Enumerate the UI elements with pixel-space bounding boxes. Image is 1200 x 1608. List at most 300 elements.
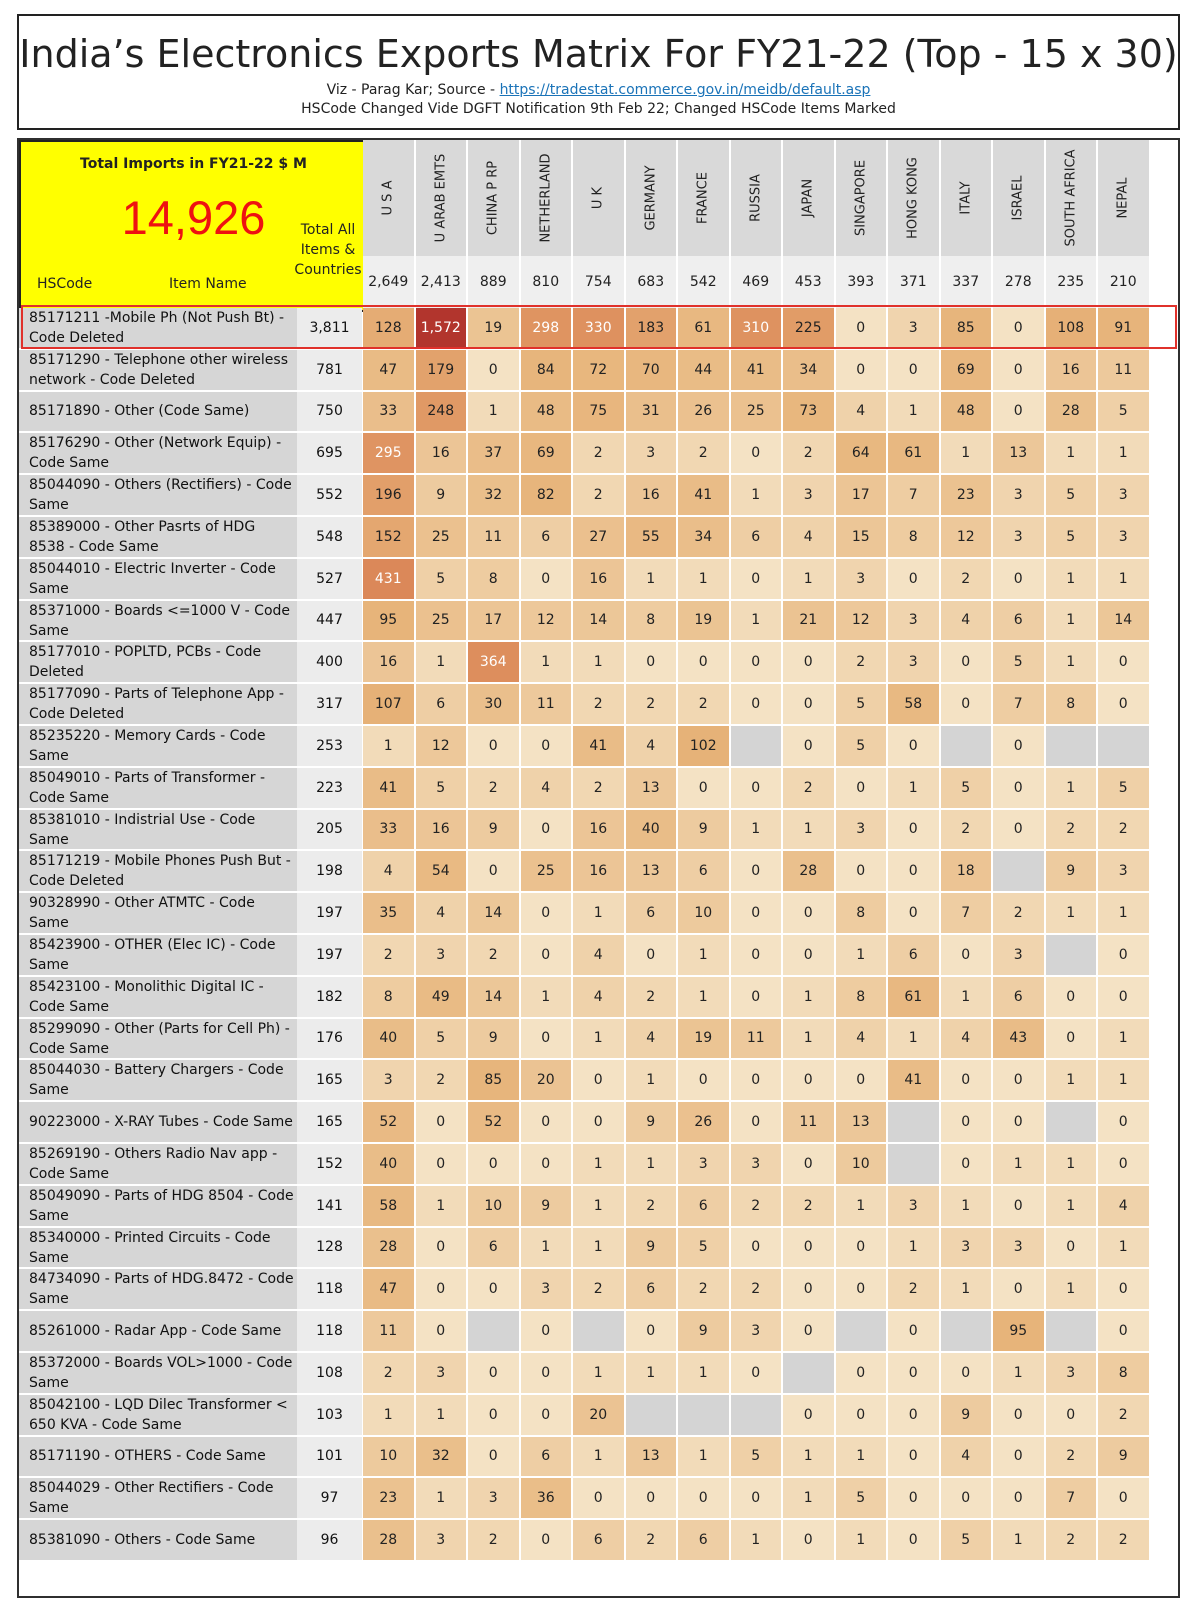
country-label: FRANCE (695, 172, 711, 224)
row-total: 108 (297, 1353, 362, 1393)
heatmap-cell: 1 (1046, 642, 1097, 682)
heatmap-cell: 0 (941, 1353, 992, 1393)
heatmap-cell: 2 (1046, 810, 1097, 850)
heatmap-cell: 2 (626, 684, 677, 724)
heatmap-cell: 0 (888, 559, 939, 599)
heatmap-cell: 35 (363, 893, 414, 933)
heatmap-cell: 2 (573, 1269, 624, 1309)
country-header (836, 140, 887, 256)
heatmap-cell: 0 (521, 1395, 572, 1435)
country-total: 810 (521, 256, 572, 308)
heatmap-cell-empty (941, 726, 992, 766)
heatmap-cell: 1 (626, 1353, 677, 1393)
heatmap-cell: 0 (1098, 642, 1149, 682)
heatmap-cell: 13 (993, 433, 1044, 473)
heatmap-cell: 1 (1046, 1060, 1097, 1100)
row-total: 101 (297, 1437, 362, 1477)
heatmap-cell: 8 (1046, 684, 1097, 724)
heatmap-cell: 0 (1098, 1478, 1149, 1518)
heatmap-cell: 6 (678, 1520, 729, 1560)
heatmap-cell: 2 (626, 1520, 677, 1560)
matrix-row (19, 601, 1180, 641)
heatmap-cell: 102 (678, 726, 729, 766)
row-total: 118 (297, 1269, 362, 1309)
heatmap-cell: 0 (731, 1353, 782, 1393)
heatmap-cell: 0 (941, 1478, 992, 1518)
heatmap-cell: 183 (626, 308, 677, 348)
heatmap-cell: 8 (626, 601, 677, 641)
heatmap-cell: 16 (573, 810, 624, 850)
heatmap-cell: 41 (888, 1060, 939, 1100)
country-header (941, 140, 992, 256)
heatmap-cell: 0 (678, 1060, 729, 1100)
country-label: NEPAL (1115, 177, 1131, 219)
heatmap-cell: 0 (1098, 935, 1149, 975)
heatmap-cell: 0 (993, 1060, 1044, 1100)
country-header (888, 140, 939, 256)
heatmap-cell: 37 (468, 433, 519, 473)
heatmap-cell: 107 (363, 684, 414, 724)
heatmap-cell: 7 (1046, 1478, 1097, 1518)
heatmap-cell: 225 (783, 308, 834, 348)
heatmap-cell: 1 (993, 1144, 1044, 1184)
item-name-header: Item Name (169, 276, 247, 292)
heatmap-cell: 1 (1046, 559, 1097, 599)
heatmap-cell: 0 (993, 726, 1044, 766)
country-total: 754 (573, 256, 624, 308)
matrix-row (19, 1269, 1180, 1309)
heatmap-cell: 128 (363, 308, 414, 348)
total-column-header: Total All Items & Countries (294, 222, 362, 278)
country-total: 337 (941, 256, 992, 308)
heatmap-cell: 0 (731, 1060, 782, 1100)
heatmap-cell: 10 (836, 1144, 887, 1184)
country-label: GERMANY (643, 165, 659, 231)
heatmap-cell: 9 (678, 810, 729, 850)
heatmap-cell: 0 (626, 1478, 677, 1518)
heatmap-cell: 2 (1098, 1520, 1149, 1560)
heatmap-cell: 4 (836, 1019, 887, 1059)
heatmap-cell: 47 (363, 350, 414, 390)
heatmap-cell: 0 (888, 1478, 939, 1518)
matrix-row (19, 1395, 1180, 1435)
heatmap-cell: 1 (836, 1437, 887, 1477)
country-header (521, 140, 572, 256)
heatmap-cell: 1 (731, 810, 782, 850)
heatmap-cell: 20 (573, 1395, 624, 1435)
heatmap-cell: 0 (836, 1395, 887, 1435)
heatmap-cell: 1 (1098, 893, 1149, 933)
heatmap-cell: 16 (416, 810, 467, 850)
country-total: 2,649 (363, 256, 414, 308)
total-summary-value: 14,926 (121, 191, 266, 244)
matrix-row (19, 433, 1180, 473)
heatmap-cell: 40 (363, 1019, 414, 1059)
heatmap-cell: 3 (731, 1311, 782, 1351)
heatmap-cell: 0 (941, 684, 992, 724)
heatmap-cell: 61 (678, 308, 729, 348)
heatmap-cell: 36 (521, 1478, 572, 1518)
row-item-label: 85044090 - Others (Rectifiers) - Code Same (19, 475, 297, 515)
heatmap-cell: 0 (521, 726, 572, 766)
country-total: 393 (836, 256, 887, 308)
heatmap-cell: 54 (416, 851, 467, 891)
heatmap-cell: 310 (731, 308, 782, 348)
row-item-label: 84734090 - Parts of HDG.8472 - Code Same (19, 1269, 297, 1309)
heatmap-cell: 4 (1098, 1186, 1149, 1226)
heatmap-cell: 1 (626, 559, 677, 599)
heatmap-cell: 1 (783, 810, 834, 850)
heatmap-cell: 3 (888, 1186, 939, 1226)
heatmap-cell: 3 (678, 1144, 729, 1184)
heatmap-cell: 14 (573, 601, 624, 641)
heatmap-cell: 1 (941, 1186, 992, 1226)
heatmap-cell-empty (1046, 935, 1097, 975)
heatmap-cell: 431 (363, 559, 414, 599)
heatmap-cell: 28 (783, 851, 834, 891)
heatmap-cell: 16 (573, 559, 624, 599)
heatmap-cell-empty (888, 1102, 939, 1142)
heatmap-cell: 9 (626, 1228, 677, 1268)
heatmap-cell: 2 (731, 1186, 782, 1226)
country-label: U K (590, 186, 606, 210)
matrix-row (19, 977, 1180, 1017)
heatmap-cell-empty (941, 1311, 992, 1351)
matrix-row (19, 768, 1180, 808)
heatmap-cell: 55 (626, 517, 677, 557)
source-link[interactable]: https://tradestat.commerce.gov.in/meidb/default.asp (499, 82, 871, 98)
heatmap-cell: 0 (416, 1144, 467, 1184)
heatmap-cell: 2 (783, 433, 834, 473)
heatmap-cell: 3 (521, 1269, 572, 1309)
heatmap-cell: 2 (573, 768, 624, 808)
heatmap-cell: 2 (993, 893, 1044, 933)
heatmap-cell: 2 (678, 1269, 729, 1309)
row-item-label: 90223000 - X-RAY Tubes - Code Same (19, 1102, 297, 1142)
heatmap-cell: 2 (1098, 1395, 1149, 1435)
heatmap-cell: 48 (521, 392, 572, 432)
heatmap-cell: 41 (678, 475, 729, 515)
heatmap-cell: 2 (626, 977, 677, 1017)
heatmap-cell: 0 (468, 350, 519, 390)
heatmap-cell: 12 (416, 726, 467, 766)
heatmap-cell: 1 (731, 1520, 782, 1560)
heatmap-cell: 364 (468, 642, 519, 682)
heatmap-cell: 8 (836, 977, 887, 1017)
heatmap-cell: 0 (416, 1228, 467, 1268)
heatmap-cell: 14 (468, 893, 519, 933)
heatmap-cell: 40 (626, 810, 677, 850)
heatmap-cell-empty (573, 1311, 624, 1351)
heatmap-cell: 1 (416, 642, 467, 682)
heatmap-cell: 0 (993, 1186, 1044, 1226)
heatmap-cell: 25 (416, 601, 467, 641)
matrix-row (19, 893, 1180, 933)
heatmap-cell: 2 (573, 684, 624, 724)
heatmap-cell: 41 (363, 768, 414, 808)
row-total: 128 (297, 1228, 362, 1268)
country-label: NETHERLAND (538, 153, 554, 243)
country-label: SOUTH AFRICA (1063, 149, 1079, 247)
heatmap-cell: 2 (573, 433, 624, 473)
heatmap-cell: 1 (416, 1395, 467, 1435)
country-header (468, 140, 519, 256)
heatmap-cell: 0 (626, 1311, 677, 1351)
heatmap-cell: 1 (1046, 768, 1097, 808)
heatmap-cell: 6 (678, 851, 729, 891)
heatmap-cell: 1 (416, 1186, 467, 1226)
matrix-row (19, 1228, 1180, 1268)
country-label: JAPAN (800, 178, 816, 218)
heatmap-cell: 0 (941, 1060, 992, 1100)
heatmap-cell: 0 (888, 1437, 939, 1477)
country-header (1046, 140, 1097, 256)
heatmap-cell: 16 (416, 433, 467, 473)
title-box (17, 14, 1180, 130)
heatmap-cell: 7 (888, 475, 939, 515)
heatmap-cell: 13 (626, 768, 677, 808)
heatmap-cell: 0 (1098, 1102, 1149, 1142)
heatmap-cell: 330 (573, 308, 624, 348)
row-item-label: 85372000 - Boards VOL>1000 - Code Same (19, 1353, 297, 1393)
row-total: 317 (297, 684, 362, 724)
heatmap-cell: 0 (521, 1353, 572, 1393)
heatmap-cell: 3 (1098, 851, 1149, 891)
heatmap-cell: 17 (836, 475, 887, 515)
heatmap-cell: 4 (521, 768, 572, 808)
heatmap-cell: 12 (521, 601, 572, 641)
heatmap-cell: 1 (573, 1228, 624, 1268)
heatmap-cell: 0 (468, 726, 519, 766)
heatmap-cell: 23 (941, 475, 992, 515)
heatmap-cell: 11 (783, 1102, 834, 1142)
row-total: 152 (297, 1144, 362, 1184)
heatmap-cell: 44 (678, 350, 729, 390)
heatmap-cell: 9 (521, 1186, 572, 1226)
heatmap-cell: 0 (993, 810, 1044, 850)
heatmap-cell: 0 (836, 851, 887, 891)
heatmap-cell: 11 (731, 1019, 782, 1059)
heatmap-cell: 11 (521, 684, 572, 724)
heatmap-cell: 0 (573, 1478, 624, 1518)
heatmap-cell: 0 (521, 1144, 572, 1184)
heatmap-cell: 2 (416, 1060, 467, 1100)
heatmap-cell: 3 (888, 601, 939, 641)
heatmap-cell: 0 (888, 1311, 939, 1351)
heatmap-cell: 5 (836, 1478, 887, 1518)
heatmap-cell: 2 (1098, 810, 1149, 850)
country-header (626, 140, 677, 256)
heatmap-cell: 0 (888, 350, 939, 390)
heatmap-cell: 0 (731, 433, 782, 473)
row-total: 198 (297, 851, 362, 891)
heatmap-cell: 5 (416, 768, 467, 808)
heatmap-cell: 26 (678, 392, 729, 432)
heatmap-cell: 9 (1046, 851, 1097, 891)
heatmap-cell: 1 (941, 433, 992, 473)
row-total: 96 (297, 1520, 362, 1560)
heatmap-cell: 19 (468, 308, 519, 348)
row-item-label: 85044030 - Battery Chargers - Code Same (19, 1060, 297, 1100)
country-total: 683 (626, 256, 677, 308)
heatmap-cell: 1 (888, 1019, 939, 1059)
heatmap-cell: 1 (678, 559, 729, 599)
heatmap-cell: 48 (941, 392, 992, 432)
heatmap-cell: 0 (888, 1395, 939, 1435)
row-total: 118 (297, 1311, 362, 1351)
country-label: U S A (380, 180, 396, 216)
row-item-label: 85340000 - Printed Circuits - Code Same (19, 1228, 297, 1268)
heatmap-cell: 15 (836, 517, 887, 557)
heatmap-cell: 0 (1098, 1269, 1149, 1309)
heatmap-cell: 9 (468, 810, 519, 850)
heatmap-cell: 49 (416, 977, 467, 1017)
heatmap-cell: 0 (731, 559, 782, 599)
heatmap-cell: 16 (363, 642, 414, 682)
heatmap-cell: 0 (1046, 1019, 1097, 1059)
country-header (573, 140, 624, 256)
heatmap-cell: 0 (783, 1520, 834, 1560)
heatmap-cell: 47 (363, 1269, 414, 1309)
heatmap-cell: 28 (363, 1520, 414, 1560)
heatmap-cell: 52 (363, 1102, 414, 1142)
heatmap-cell: 0 (941, 642, 992, 682)
row-total: 447 (297, 601, 362, 641)
heatmap-cell: 64 (836, 433, 887, 473)
heatmap-cell: 43 (993, 1019, 1044, 1059)
heatmap-cell: 17 (468, 601, 519, 641)
heatmap-cell: 0 (993, 1437, 1044, 1477)
heatmap-cell: 0 (888, 726, 939, 766)
matrix-row (19, 726, 1180, 766)
row-item-label: 85171290 - Telephone other wireless network - Code Deleted (19, 350, 297, 390)
heatmap-cell: 6 (678, 1186, 729, 1226)
heatmap-cell: 2 (888, 1269, 939, 1309)
heatmap-cell: 0 (1046, 1395, 1097, 1435)
heatmap-cell: 3 (1098, 475, 1149, 515)
heatmap-cell: 5 (731, 1437, 782, 1477)
matrix-row (19, 1478, 1180, 1518)
heatmap-cell-empty (731, 1395, 782, 1435)
heatmap-cell: 0 (836, 1060, 887, 1100)
heatmap-cell: 19 (678, 601, 729, 641)
heatmap-cell: 4 (573, 977, 624, 1017)
row-item-label: 85381010 - Indistrial Use - Code Same (19, 810, 297, 850)
heatmap-cell-empty (783, 1353, 834, 1393)
heatmap-cell: 0 (521, 1019, 572, 1059)
heatmap-cell: 0 (836, 1228, 887, 1268)
heatmap-cell: 1 (783, 559, 834, 599)
heatmap-cell: 0 (993, 1269, 1044, 1309)
heatmap-cell: 5 (836, 726, 887, 766)
heatmap-cell: 3 (888, 308, 939, 348)
heatmap-cell: 27 (573, 517, 624, 557)
heatmap-cell: 1 (1046, 1186, 1097, 1226)
heatmap-cell: 1 (1046, 1144, 1097, 1184)
country-label: RUSSIA (748, 174, 764, 222)
heatmap-cell: 10 (678, 893, 729, 933)
matrix-row (19, 1353, 1180, 1393)
heatmap-cell: 0 (731, 768, 782, 808)
heatmap-cell: 0 (993, 1478, 1044, 1518)
heatmap-cell: 5 (836, 684, 887, 724)
heatmap-cell-empty (678, 1395, 729, 1435)
heatmap-cell: 3 (363, 1060, 414, 1100)
heatmap-cell: 8 (836, 893, 887, 933)
heatmap-cell: 0 (521, 810, 572, 850)
row-total: 176 (297, 1019, 362, 1059)
heatmap-cell: 1 (521, 642, 572, 682)
country-total: 278 (993, 256, 1044, 308)
heatmap-cell: 25 (731, 392, 782, 432)
country-header (783, 140, 834, 256)
heatmap-cell: 0 (1046, 977, 1097, 1017)
heatmap-cell: 248 (416, 392, 467, 432)
heatmap-cell: 3 (993, 935, 1044, 975)
country-label: CHINA P RP (485, 160, 501, 236)
heatmap-cell: 2 (678, 684, 729, 724)
heatmap-cell: 0 (783, 1144, 834, 1184)
credit-text: Viz - Parag Kar; Source - (326, 82, 500, 98)
heatmap-cell: 1 (1098, 1228, 1149, 1268)
heatmap-cell-empty (888, 1144, 939, 1184)
heatmap-cell: 61 (888, 433, 939, 473)
heatmap-cell: 85 (941, 308, 992, 348)
heatmap-cell: 0 (783, 1228, 834, 1268)
heatmap-cell: 8 (363, 977, 414, 1017)
heatmap-cell: 1 (1098, 559, 1149, 599)
row-item-label: 85171219 - Mobile Phones Push But - Code Deleted (19, 851, 297, 891)
heatmap-cell: 23 (363, 1478, 414, 1518)
heatmap-cell: 4 (363, 851, 414, 891)
heatmap-cell: 2 (363, 935, 414, 975)
heatmap-cell: 0 (783, 1060, 834, 1100)
heatmap-cell: 1 (521, 977, 572, 1017)
matrix-row (19, 810, 1180, 850)
country-total: 889 (468, 256, 519, 308)
heatmap-cell: 28 (363, 1228, 414, 1268)
heatmap-cell: 298 (521, 308, 572, 348)
row-item-label: 85261000 - Radar App - Code Same (19, 1311, 297, 1351)
credit-line (19, 81, 1178, 100)
heatmap-cell: 1 (1046, 601, 1097, 641)
heatmap-cell: 1 (836, 935, 887, 975)
heatmap-cell-empty (836, 1311, 887, 1351)
row-total: 400 (297, 642, 362, 682)
row-total: 253 (297, 726, 362, 766)
heatmap-cell: 9 (468, 1019, 519, 1059)
heatmap-cell: 0 (783, 684, 834, 724)
country-total: 542 (678, 256, 729, 308)
row-total: 141 (297, 1186, 362, 1226)
heatmap-cell: 0 (416, 1311, 467, 1351)
heatmap-cell: 4 (783, 517, 834, 557)
heatmap-cell-empty (1098, 726, 1149, 766)
heatmap-cell: 0 (521, 1102, 572, 1142)
row-item-label: 85044010 - Electric Inverter - Code Same (19, 559, 297, 599)
heatmap-cell: 13 (626, 1437, 677, 1477)
heatmap-cell: 32 (416, 1437, 467, 1477)
heatmap-cell: 0 (468, 1353, 519, 1393)
heatmap-cell: 2 (783, 1186, 834, 1226)
total-summary-label: Total Imports in FY21-22 $ M (80, 156, 307, 172)
heatmap-cell: 16 (626, 475, 677, 515)
row-total: 182 (297, 977, 362, 1017)
row-total: 695 (297, 433, 362, 473)
heatmap-cell: 1 (1046, 893, 1097, 933)
heatmap-cell: 0 (731, 684, 782, 724)
heatmap-cell: 0 (731, 977, 782, 1017)
